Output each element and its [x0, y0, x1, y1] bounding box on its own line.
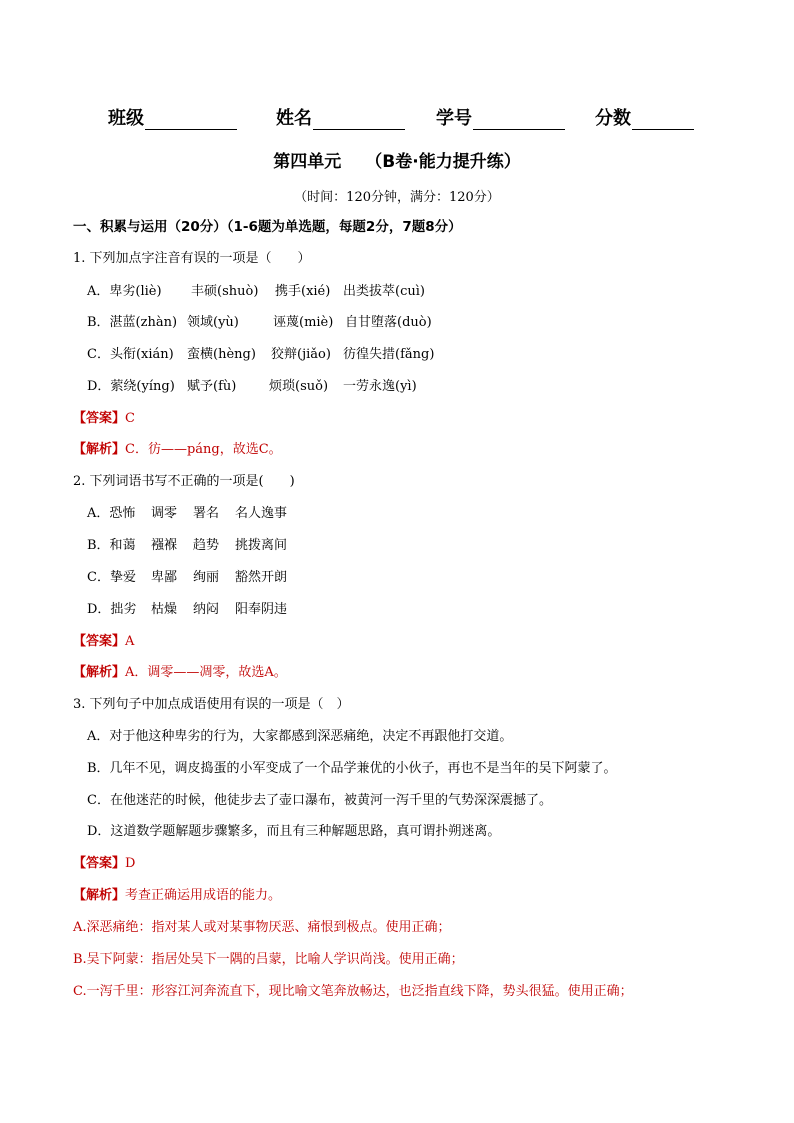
class-label: 班级 — [108, 108, 144, 129]
id-blank — [473, 109, 565, 130]
question-1-answer: 【答案】C — [73, 411, 135, 426]
score-label: 分数 — [595, 108, 631, 129]
id-label: 学号 — [436, 108, 472, 129]
question-2-analysis: 【解析】A．调零——凋零，故选A。 — [73, 665, 287, 680]
question-1-option-b: B．湛蓝(zhàn) 领域(yù) 诬蔑(miè) 自甘堕落(duò) — [87, 315, 432, 330]
page-title — [0, 147, 794, 172]
name-field — [276, 104, 405, 130]
exam-time-score: （时间：120分钟，满分：120分） — [294, 190, 500, 205]
question-3-analysis: 【解析】考查正确运用成语的能力。 — [73, 888, 282, 903]
question-2-stem: 2. 下列词语书写不正确的一项是( ) — [73, 474, 295, 489]
question-2-option-a: A．恐怖 调零 署名 名人逸事 — [87, 506, 288, 521]
question-1-analysis: 【解析】C．彷——páng，故选C。 — [73, 442, 282, 457]
question-3-explanation-a: A.深恶痛绝：指对某人或对某事物厌恶、痛恨到极点。使用正确； — [73, 920, 451, 935]
class-field — [108, 104, 237, 130]
question-2-answer: 【答案】A — [73, 634, 135, 649]
question-3-explanation-c: C.一泻千里：形容江河奔流直下，现比喻文笔奔放畅达，也泛指直线下降，势头很猛。使用正确； — [73, 984, 633, 999]
section-heading: 一、积累与运用（20分）（1-6题为单选题，每题2分，7题8分） — [73, 219, 462, 235]
question-3-stem: 3. 下列句子中加点成语使用有误的一项是（ ） — [73, 697, 350, 712]
name-label: 姓名 — [276, 108, 312, 129]
question-2-option-b: B．和蔼 襁褓 趋势 挑拨离间 — [87, 538, 288, 553]
question-3-option-d: D．这道数学题解题步骤繁多，而且有三种解题思路，真可谓扑朔迷离。 — [87, 824, 501, 839]
question-3-option-a: A．对于他这种卑劣的行为，大家都感到深恶痛绝，决定不再跟他打交道。 — [87, 729, 513, 744]
question-3-option-b: B．几年不见，调皮捣蛋的小军变成了一个品学兼优的小伙子，再也不是当年的吴下阿蒙了。 — [87, 761, 617, 776]
class-blank — [145, 109, 237, 130]
question-1-option-d: D．萦绕(yíng) 赋予(fù) 烦琐(suǒ) 一劳永逸(yì) — [87, 379, 417, 394]
question-1-stem: 1. 下列加点字注音有误的一项是（ ） — [73, 251, 311, 266]
score-field — [595, 104, 694, 130]
score-blank — [632, 109, 694, 130]
id-field — [436, 104, 565, 130]
name-blank — [313, 109, 405, 130]
question-2-option-d: D．拙劣 枯燥 纳闷 阳奉阴违 — [87, 602, 288, 617]
title-main: 第四单元 — [273, 152, 342, 172]
question-1-option-c: C．头衔(xián) 蛮横(hèng) 狡辩(jiǎo) 彷徨失措(fǎng) — [87, 347, 435, 362]
question-2-option-c: C．挚爱 卑鄙 绚丽 豁然开朗 — [87, 570, 288, 585]
question-1-option-a: A．卑劣(liè) 丰硕(shuò) 携手(xié) 出类拔萃(cuì) — [87, 284, 425, 299]
question-3-answer: 【答案】D — [73, 856, 136, 871]
question-3-option-c: C．在他迷茫的时候，他徒步去了壶口瀑布，被黄河一泻千里的气势深深震撼了。 — [87, 793, 552, 808]
title-paren: （B卷·能力提升练） — [365, 152, 521, 172]
question-3-explanation-b: B.吴下阿蒙：指居处吴下一隅的吕蒙，比喻人学识尚浅。使用正确； — [73, 952, 464, 967]
